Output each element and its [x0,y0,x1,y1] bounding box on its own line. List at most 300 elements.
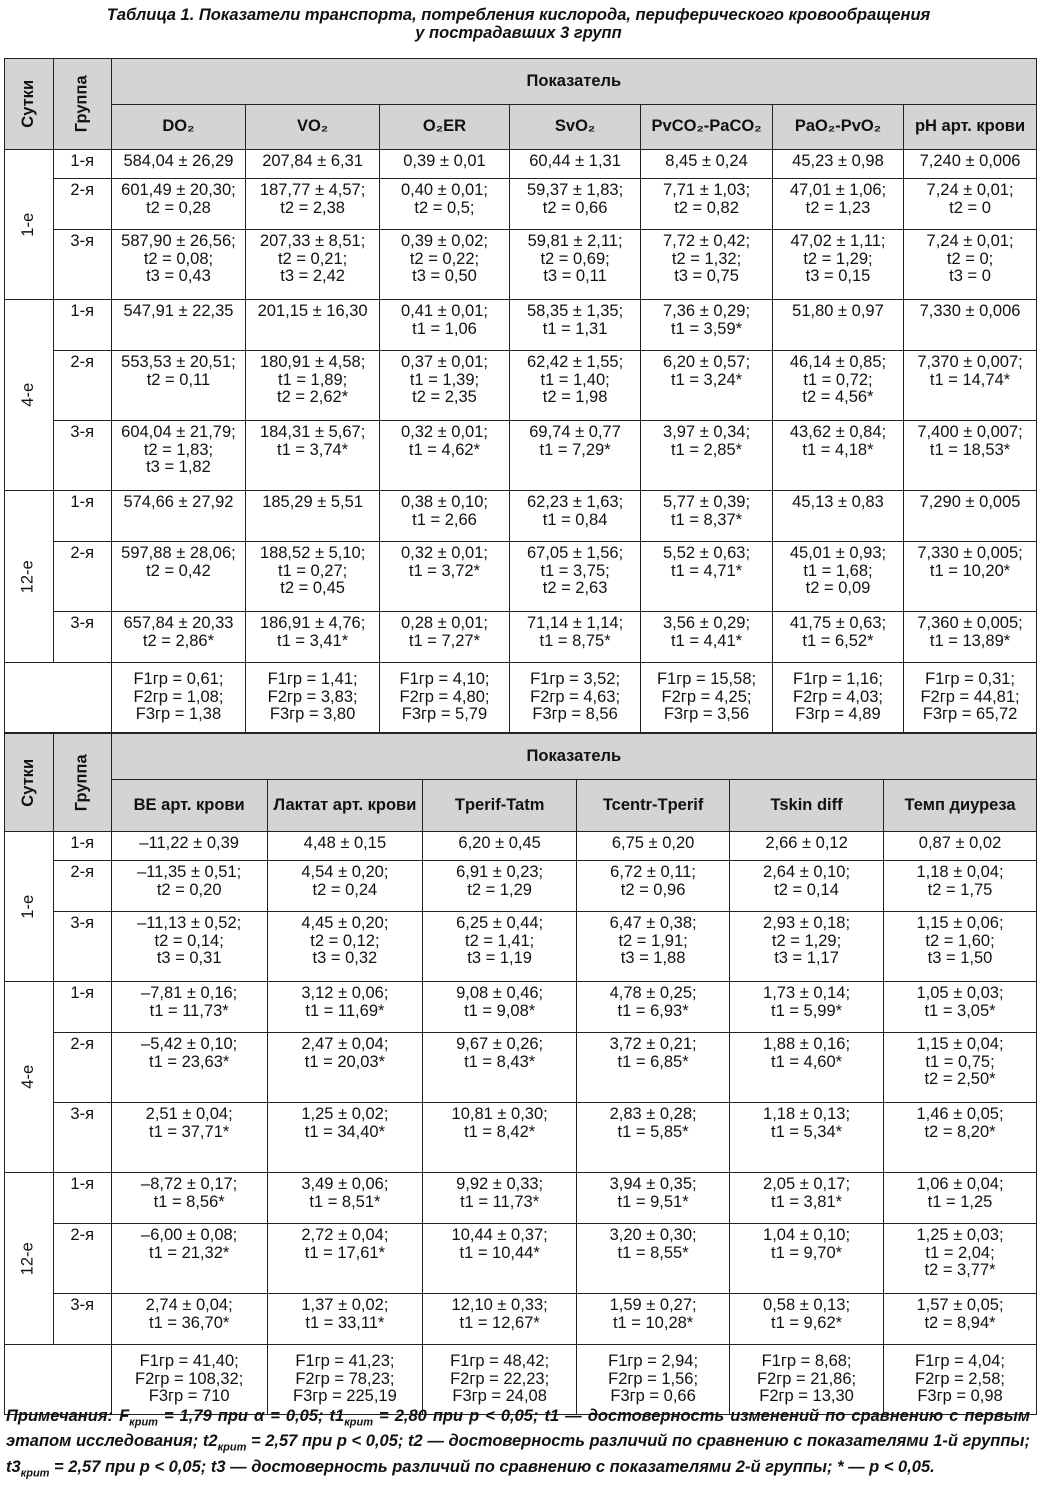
value-line: t2 = 0,14 [774,880,839,899]
value-cell [509,542,640,612]
f-stat-line: F1гр = 48,42; [450,1352,550,1371]
value-cell [379,150,509,179]
value-cell [730,982,884,1033]
value-line: 0,39 ± 0,01 [403,152,486,170]
value-line: t1 = 6,93* [617,1001,689,1020]
value-line: 2,93 ± 0,18; [763,914,851,932]
value-line: t1 = 3,59* [670,319,743,338]
value-cell [111,1224,267,1294]
group-cell: 1-я [53,491,111,542]
value-line: t2 = 0,42 [146,561,211,580]
day-header [5,734,54,832]
value-line: t1 = 9,70* [770,1243,843,1262]
value-line: 2,74 ± 0,04; [145,1296,233,1314]
value-line: 6,91 ± 0,23; [456,863,544,881]
value-cell [111,1173,267,1224]
value-line: t1 = 8,75* [539,631,611,650]
value-cell [246,230,380,300]
value-line: t1 = 3,75; [540,561,610,580]
value-cell [509,300,640,351]
value-cell [772,491,903,542]
value-cell [730,832,884,861]
value-line: t1 = 7,27* [408,631,481,650]
value-cell [577,982,730,1033]
value-cell [267,1033,422,1103]
value-line: t2 = 0,45 [280,579,345,598]
notes-text: = 1,79 при α = 0,05; t1 [157,1407,345,1425]
value-line: 186,91 ± 4,76; [259,614,366,632]
value-line: t3 = 1,17 [774,949,839,968]
value-line: t3 = 0,31 [156,949,222,968]
value-line: t1 = 1,89; [277,370,348,389]
value-line: 1,18 ± 0,13; [763,1105,851,1123]
value-line: t1 = 9,62* [770,1313,843,1332]
value-cell [884,832,1037,861]
value-line: t1 = 11,73* [149,1001,229,1020]
value-line: 3,20 ± 0,30; [609,1226,697,1244]
value-cell [641,351,773,421]
value-cell [509,230,640,300]
value-line: t1 = 13,89* [929,631,1011,650]
value-line: t1 = 18,53* [929,440,1011,459]
value-line: t1 = 36,70* [149,1313,230,1332]
value-line: 6,20 ± 0,57; [663,353,751,371]
f-stat-line: F1гр = 1,41; [267,670,358,689]
f-stat-line: F3гр = 8,56 [532,705,618,724]
value-line: t2 = 0,20 [156,880,222,899]
f-stat-cell [641,663,773,733]
value-line: 7,240 ± 0,006 [919,152,1021,170]
value-cell [904,230,1037,300]
f-stat-line: F2гр = 4,80; [399,687,490,706]
value-line: t3 = 0,75 [674,267,739,286]
f-stat-cell [267,1345,422,1415]
value-line: t3 = 0 [949,267,991,286]
value-cell [641,542,773,612]
f-row-empty [5,663,112,733]
value-cell [577,832,730,861]
value-cell [111,300,246,351]
value-line: 1,59 ± 0,27; [609,1296,697,1314]
f-stat-line: F2гр = 22,23; [450,1369,550,1388]
value-line: t1 = 10,44* [459,1243,540,1262]
value-line: t1 = 14,74* [929,370,1011,389]
value-cell [111,612,246,663]
value-line: 12,10 ± 0,33; [451,1296,548,1314]
value-line: t1 = 3,81* [770,1192,843,1211]
table-part-1 [4,58,1037,733]
value-cell [772,179,903,230]
column-header: Tperif-Tatm [423,780,577,832]
group-cell: 1-я [53,982,111,1033]
value-line: t2 = 0,5; [414,198,475,217]
value-line: 553,53 ± 20,51; [121,353,236,371]
value-cell [111,1103,267,1173]
value-line: t1 = 8,43* [464,1052,536,1071]
value-line: t3 = 1,82 [146,458,211,477]
value-line: t1 = 1,06 [412,319,477,338]
value-line: 1,37 ± 0,02; [301,1296,389,1314]
value-cell [884,1224,1037,1294]
value-line: t1 = 5,34* [770,1122,843,1141]
value-line: 2,51 ± 0,04; [145,1105,233,1123]
f-stat-cell [577,1345,730,1415]
value-line: 59,37 ± 1,83; [526,181,624,199]
value-line: –11,13 ± 0,52; [137,914,242,932]
value-cell [772,351,903,421]
value-line: t1 = 1,25 [927,1192,993,1211]
value-cell [730,1173,884,1224]
value-line: t1 = 8,51* [309,1192,381,1211]
value-line: t1 = 0,27; [277,561,348,580]
value-line: 1,88 ± 0,16; [763,1035,851,1053]
value-line: 207,33 ± 8,51; [259,232,366,250]
value-line: t1 = 8,42* [464,1122,536,1141]
value-line: 2,64 ± 0,10; [763,863,851,881]
column-header: BE арт. крови [111,780,267,832]
value-cell [379,351,509,421]
value-line: t1 = 3,05* [924,1001,996,1020]
value-line: 7,71 ± 1,03; [663,181,751,199]
value-line: t2 = 0,82 [674,198,739,217]
value-cell [577,1224,730,1294]
value-line: t3 = 1,19 [467,949,532,968]
value-cell [641,179,773,230]
value-line: 1,57 ± 0,05; [916,1296,1004,1314]
value-line: 9,92 ± 0,33; [456,1175,544,1193]
column-header: Tskin diff [730,780,884,832]
f-stat-line: F3гр = 710 [148,1387,230,1406]
column-header: Tcentr-Tperif [577,780,730,832]
f-stat-line: F1гр = 41,23; [295,1352,395,1371]
f-stat-line: F1гр = 3,52; [530,670,621,689]
value-line: t1 = 4,18* [802,440,874,459]
value-line: t1 = 3,41* [277,631,349,650]
value-line: 657,84 ± 20,33 [123,614,234,632]
value-line: t2 = 1,41; [465,931,535,950]
value-line: t1 = 20,03* [304,1052,386,1071]
notes-sub: крит [20,1466,50,1479]
value-line: t2 = 0,24 [312,880,378,899]
value-line: t2 = 0,11 [146,370,211,389]
value-cell [267,1173,422,1224]
value-line: 1,06 ± 0,04; [916,1175,1004,1193]
value-line: t1 = 2,85* [670,440,743,459]
group-header-label: Группа [72,75,91,133]
value-line: t2 = 4,56* [802,388,874,407]
value-line: t1 = 2,66 [412,510,477,529]
value-line: 60,44 ± 1,31 [529,152,621,170]
value-cell [423,1224,577,1294]
f-stat-line: F2гр = 4,25; [661,687,752,706]
value-line: 71,14 ± 1,14; [526,614,624,632]
f-stat-line: F3гр = 3,80 [269,705,356,724]
value-line: 207,84 ± 6,31 [262,152,363,170]
day-header [5,59,54,150]
value-cell [904,542,1037,612]
value-cell [772,300,903,351]
value-line: 1,73 ± 0,14; [763,984,851,1002]
day-cell [5,1173,54,1345]
value-line: 4,45 ± 0,20; [301,914,389,932]
value-line: 43,62 ± 0,84; [789,423,887,441]
value-line: t2 = 0,96 [620,880,686,899]
value-line: 7,290 ± 0,005 [919,493,1021,511]
value-line: 7,24 ± 0,01; [926,181,1014,199]
value-line: t1 = 11,73* [460,1192,540,1211]
value-cell [111,150,246,179]
value-line: t3 = 0,50 [412,267,477,286]
value-line: t2 = 0,12; [310,931,380,950]
value-cell [246,179,380,230]
value-cell [641,300,773,351]
value-line: 6,75 ± 0,20 [611,834,695,852]
value-cell [111,1033,267,1103]
value-line: 180,91 ± 4,58; [259,353,366,371]
value-line: 9,08 ± 0,46; [456,984,544,1002]
f-stat-cell [246,663,380,733]
value-line: –11,22 ± 0,39 [139,834,239,852]
value-line: t1 = 5,99* [770,1001,843,1020]
value-line: t2 = 3,77* [924,1261,996,1280]
value-line: t1 = 3,24* [670,370,743,389]
value-line: 187,77 ± 4,57; [259,181,366,199]
value-line: t1 = 4,41* [670,631,743,650]
value-cell [111,861,267,912]
value-cell [267,832,422,861]
f-stat-line: F1гр = 15,58; [656,670,757,689]
value-cell [267,861,422,912]
f-stat-line: F1гр = 0,61; [133,670,224,689]
value-line: t1 = 37,71* [149,1122,230,1141]
value-line: t1 = 33,11* [305,1313,385,1332]
value-line: –7,81 ± 0,16; [141,984,238,1002]
group-cell: 1-я [53,300,111,351]
value-cell [379,230,509,300]
f-stat-cell [730,1345,884,1415]
value-line: 0,28 ± 0,01; [400,614,488,632]
value-cell [641,612,773,663]
f-stat-line: F3гр = 65,72 [922,705,1018,724]
notes-sub: крит [217,1441,247,1454]
f-stat-cell [111,663,246,733]
value-line: 45,13 ± 0,83 [792,493,884,511]
value-line: t1 = 6,52* [802,631,874,650]
value-cell [884,861,1037,912]
value-line: 7,330 ± 0,006 [919,302,1021,320]
value-cell [246,491,380,542]
day-cell [5,491,54,663]
value-line: t1 = 21,32* [149,1243,230,1262]
value-cell [246,612,380,663]
value-line: t3 = 1,88 [620,949,686,968]
value-cell [423,1033,577,1103]
value-line: t2 = 0,22; [409,249,480,268]
value-cell [730,1033,884,1103]
value-line: t2 = 2,62* [277,388,349,407]
value-line: 188,52 ± 5,10; [259,544,366,562]
value-cell [111,491,246,542]
f-stat-line: F3гр = 225,19 [293,1387,397,1406]
column-header: VO₂ [246,105,380,150]
group-cell: 3-я [53,421,111,491]
value-line: t1 = 0,84 [542,510,608,529]
value-line: t1 = 9,51* [617,1192,689,1211]
value-line: t2 = 1,75 [927,880,993,899]
value-line: t1 = 8,37* [670,510,743,529]
value-line: 7,330 ± 0,005; [917,544,1023,562]
value-cell [772,612,903,663]
value-cell [423,1294,577,1345]
value-line: 51,80 ± 0,97 [792,302,884,320]
f-stat-cell [379,663,509,733]
value-cell [904,491,1037,542]
day-label: 4-е [19,383,38,407]
value-line: 3,97 ± 0,34; [663,423,751,441]
f-stat-line: F3гр = 4,89 [795,705,881,724]
value-line: 62,42 ± 1,55; [526,353,624,371]
value-cell [884,912,1037,982]
value-line: 47,02 ± 1,11; [790,232,886,250]
value-line: t2 = 0,69; [540,249,610,268]
day-label: 12-е [19,1241,38,1276]
value-line: 7,360 ± 0,005; [917,614,1023,632]
f-stat-line: F2гр = 44,81; [920,687,1020,706]
value-cell [884,1103,1037,1173]
value-line: t2 = 1,60; [925,931,995,950]
value-cell [577,1294,730,1345]
value-line: 6,20 ± 0,45 [458,834,541,852]
value-line: t2 = 2,35 [412,388,477,407]
column-header: Лактат арт. крови [267,780,422,832]
value-line: 0,32 ± 0,01; [400,423,488,441]
value-line: t2 = 0 [949,198,991,217]
group-cell: 1-я [53,1173,111,1224]
day-label: 1-е [19,212,38,237]
value-line: 3,56 ± 0,29; [663,614,751,632]
value-cell [379,179,509,230]
value-line: 59,81 ± 2,11; [527,232,623,250]
value-line: t2 = 1,83; [143,440,214,459]
value-cell [246,351,380,421]
f-stat-line: F1гр = 41,40; [139,1352,239,1371]
notes-text: = 2,57 при p < 0,05; t3 — достоверность различий по сравнению с показателями 2-й группы; * — p < 0,05. [49,1457,935,1476]
f-stat-cell [111,1345,267,1415]
value-line: t2 = 1,29 [467,880,532,899]
f-stat-cell [772,663,903,733]
value-line: 69,74 ± 0,77 [529,423,621,441]
f-stat-line: F3гр = 0,98 [917,1387,1003,1406]
value-cell [577,1033,730,1103]
value-line: 1,05 ± 0,03; [916,984,1004,1002]
value-line: t3 = 2,42 [280,267,345,286]
value-line: t3 = 0,43 [146,267,211,286]
value-cell [379,612,509,663]
value-cell [111,912,267,982]
value-line: 601,49 ± 20,30; [121,181,236,199]
group-cell: 3-я [53,1103,111,1173]
value-cell [111,542,246,612]
value-line: 574,66 ± 27,92 [123,493,234,511]
column-header: Темп диуреза [884,780,1037,832]
value-line: t1 = 8,55* [617,1243,689,1262]
value-line: 41,75 ± 0,63; [789,614,887,632]
value-line: t1 = 6,85* [617,1052,689,1071]
f-stat-line: F1гр = 8,68; [761,1352,852,1371]
value-cell [246,542,380,612]
f-stat-cell [904,663,1037,733]
value-cell [730,1224,884,1294]
table-notes [6,1407,1030,1483]
value-line: t2 = 2,50* [924,1070,996,1089]
value-cell [509,179,640,230]
value-line: 0,32 ± 0,01; [400,544,488,562]
value-line: t2 = 2,38 [280,198,345,217]
value-line: 4,48 ± 0,15 [303,834,387,852]
caption-line-2: у пострадавших 3 групп [415,24,622,42]
value-line: 7,72 ± 0,42; [663,232,751,250]
value-line: t1 = 3,72* [408,561,481,580]
value-line: t1 = 0,72; [803,370,873,389]
value-line: 2,72 ± 0,04; [301,1226,389,1244]
value-cell [904,612,1037,663]
value-line: 67,05 ± 1,56; [526,544,624,562]
notes-text: = 2,57 при p < 0,05; t2 — достоверность различий по сравнению с показателями 1-й группы; t3 [6,1432,1030,1476]
value-line: t2 = 0,66 [542,198,608,217]
f-row-empty [5,1345,112,1415]
value-cell [111,1294,267,1345]
value-cell [423,1173,577,1224]
value-line: 7,36 ± 0,29; [663,302,751,320]
value-line: 184,31 ± 5,67; [259,423,366,441]
value-line: t1 = 4,71* [670,561,743,580]
group-cell: 2-я [53,1224,111,1294]
group-cell: 2-я [53,1033,111,1103]
day-label: 4-е [19,1065,38,1089]
group-header [53,734,111,832]
value-line: 3,12 ± 0,06; [301,984,389,1002]
value-line: t2 = 0,08; [143,249,214,268]
value-line: 0,87 ± 0,02 [918,834,1002,852]
group-cell: 3-я [53,1294,111,1345]
value-line: 7,400 ± 0,007; [917,423,1023,441]
f-stat-line: F2гр = 4,03; [793,687,883,706]
group-header-label: Группа [72,754,91,811]
value-line: 6,25 ± 0,44; [456,914,544,932]
value-line: 6,47 ± 0,38; [609,914,697,932]
group-cell: 1-я [53,832,111,861]
value-line: –6,00 ± 0,08; [141,1226,238,1244]
value-line: 201,15 ± 16,30 [257,302,368,320]
value-cell [267,982,422,1033]
value-cell [379,542,509,612]
value-line: t1 = 34,40* [304,1122,386,1141]
value-line: 0,39 ± 0,02; [400,232,488,250]
value-line: 46,14 ± 0,85; [789,353,887,371]
indicator-header: Показатель [111,59,1036,105]
value-line: 9,67 ± 0,26; [456,1035,544,1053]
value-cell [904,150,1037,179]
f-stat-line: F1гр = 1,16; [793,670,883,689]
value-line: 10,81 ± 0,30; [451,1105,548,1123]
value-cell [509,421,640,491]
value-cell [730,1103,884,1173]
value-line: 47,01 ± 1,06; [789,181,887,199]
f-stat-line: F2гр = 2,58; [915,1369,1005,1388]
value-cell [884,982,1037,1033]
value-line: 2,47 ± 0,04; [301,1035,389,1053]
value-line: 2,05 ± 0,17; [763,1175,851,1193]
